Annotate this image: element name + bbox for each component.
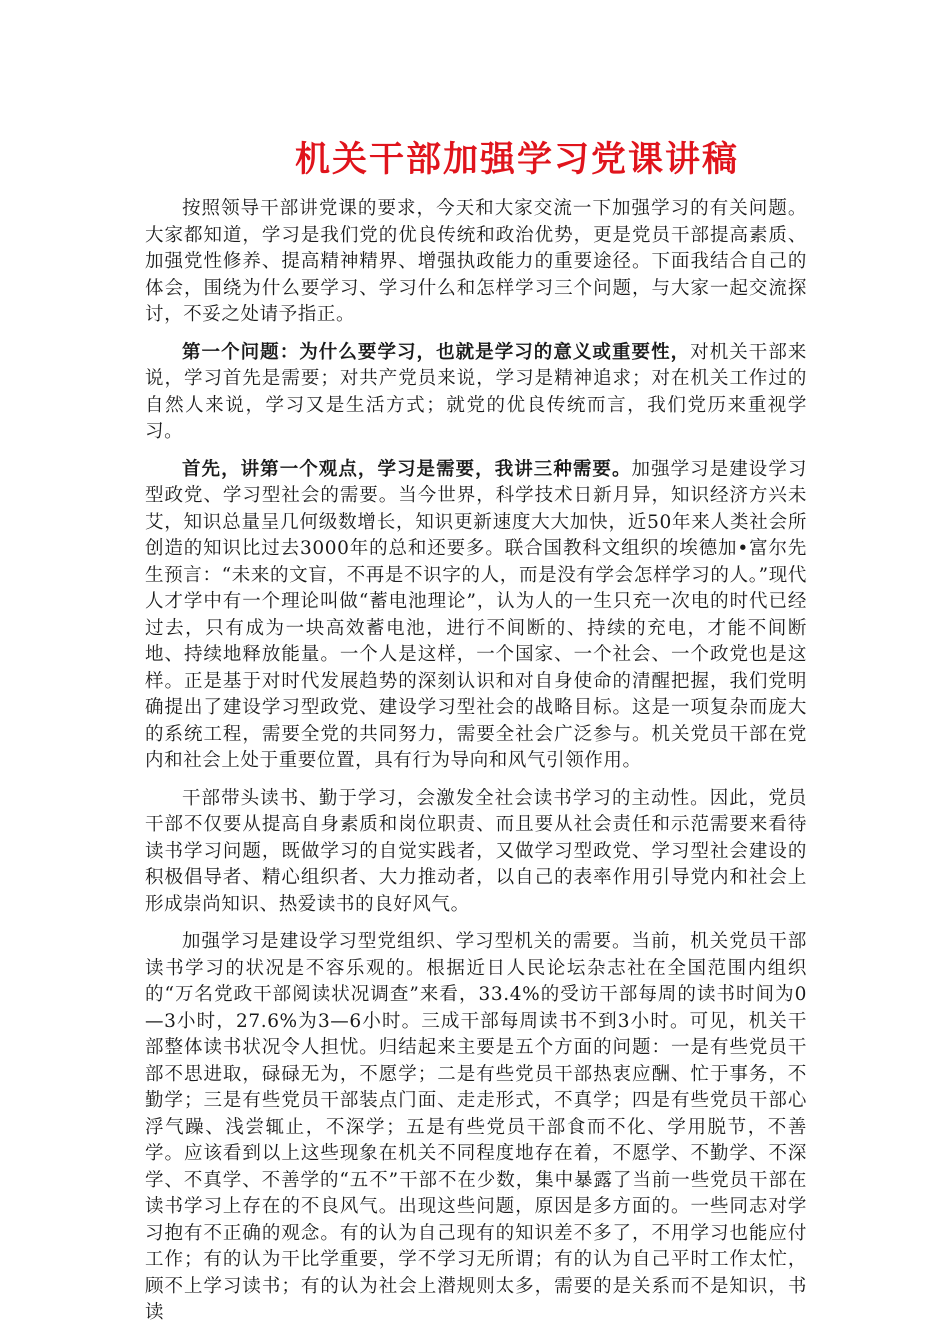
document-title: 机关干部加强学习党课讲稿 (295, 140, 740, 180)
document-page (145, 136, 807, 1338)
paragraph-first-point (145, 457, 807, 775)
paragraph-lead: 第一个问题：为什么要学习，也就是学习的意义或重要性， (182, 341, 691, 363)
paragraph-text: 加强学习是建设学习型政党、学习型社会的需要。当今世界，科学技术日新月异，知识经济方兴未艾，知识总量呈几何级数增长，知识更新速度大大加快，近50年来人类社会所创造的知识比过去3000年的总和还要多。联合国教科文组织的埃德加•富尔先生预言：“未来的文盲，不再是不识字的人，而是没有学会怎样学习的人。”现代人才学中有一个理论叫做“蓄电池理论”，认为人的一生只充一次电的时代已经过去，只有成为一块高效蓄电池，进行不间断的、持续的充电，才能不间断地、持续地释放能量。一个人是这样，一个国家、一个社会、一个政党也是这样。正是基于对时代发展趋势的深刻认识和对自身使命的清醒把握，我们党明确提出了建设学习型政党、建设学习型社会的战略目标。这是一项复杂而庞大的系统工程，需要全党的共同努力，需要全社会广泛参与。机关党员干部在党内和社会上处于重要位置，具有行为导向和风气引领作用。 (145, 458, 807, 771)
paragraph-intro (145, 196, 807, 329)
paragraph-learning-organization (145, 929, 807, 1327)
paragraph-question-one (145, 340, 807, 446)
paragraph-lead: 首先，讲第一个观点，学习是需要，我讲三种需要。 (182, 458, 632, 480)
paragraph-text: 干部带头读书、勤于学习，会激发全社会读书学习的主动性。因此，党员干部不仅要从提高自身素质和岗位职责、而且要从社会责任和示范需要来看待读书学习问题，既做学习的自觉实践者，又做学习型政党、学习型社会建设的积极倡导者、精心组织者、大力推动者，以自己的表率作用引导党内和社会上形成崇尚知识、热爱读书的良好风气。 (145, 787, 807, 915)
paragraph-text: 对机关干部来说，学习首先是需要；对共产党员来说，学习是精神追求；对在机关工作过的自然人来说，学习又是生活方式；就党的优良传统而言，我们党历来重视学习。 (145, 341, 807, 442)
paragraph-text: 按照领导干部讲党课的要求，今天和大家交流一下加强学习的有关问题。大家都知道，学习是我们党的优良传统和政治优势，更是党员干部提高素质、加强党性修养、提高精神精界、增强执政能力的重要途径。下面我结合自己的体会，围绕为什么要学习、学习什么和怎样学习三个问题，与大家一起交流探讨，不妥之处请予指正。 (145, 198, 807, 325)
paragraph-text: 加强学习是建设学习型党组织、学习型机关的需要。当前，机关党员干部读书学习的状况是不容乐观的。根据近日人民论坛杂志社在全国范围内组织的“万名党政干部阅读状况调查”来看，33.4%的受访干部每周的读书时间为0—3小时，27.6%为3—6小时。三成干部每周读书不到3小时。可见，机关干部整体读书状况令人担忧。归结起来主要是五个方面的问题：一是有些党员干部不思进取，碌碌无为，不愿学；二是有些党员干部热衷应酬、忙于事务，不勤学；三是有些党员干部装点门面、走走形式，不真学；四是有些党员干部心浮气躁、浅尝辄止，不深学；五是有些党员干部食而不化、学用脱节，不善学。应该看到以上这些现象在机关不同程度地存在着，不愿学、不勤学、不深学、不真学、不善学的“五不”干部不在少数，集中暴露了当前一些党员干部在读书学习上存在的不良风气。出现这些问题，原因是多方面的。一些同志对学习抱有不正确的观念。有的认为自己现有的知识差不多了，不用学习也能应付工作；有的认为干比学重要，学不学习无所谓；有的认为自己平时工作太忙，顾不上学习读书；有的认为社会上潜规则太多，需要的是关系而不是知识，书读 (145, 931, 807, 1323)
paragraph-cadre-example (145, 786, 807, 919)
